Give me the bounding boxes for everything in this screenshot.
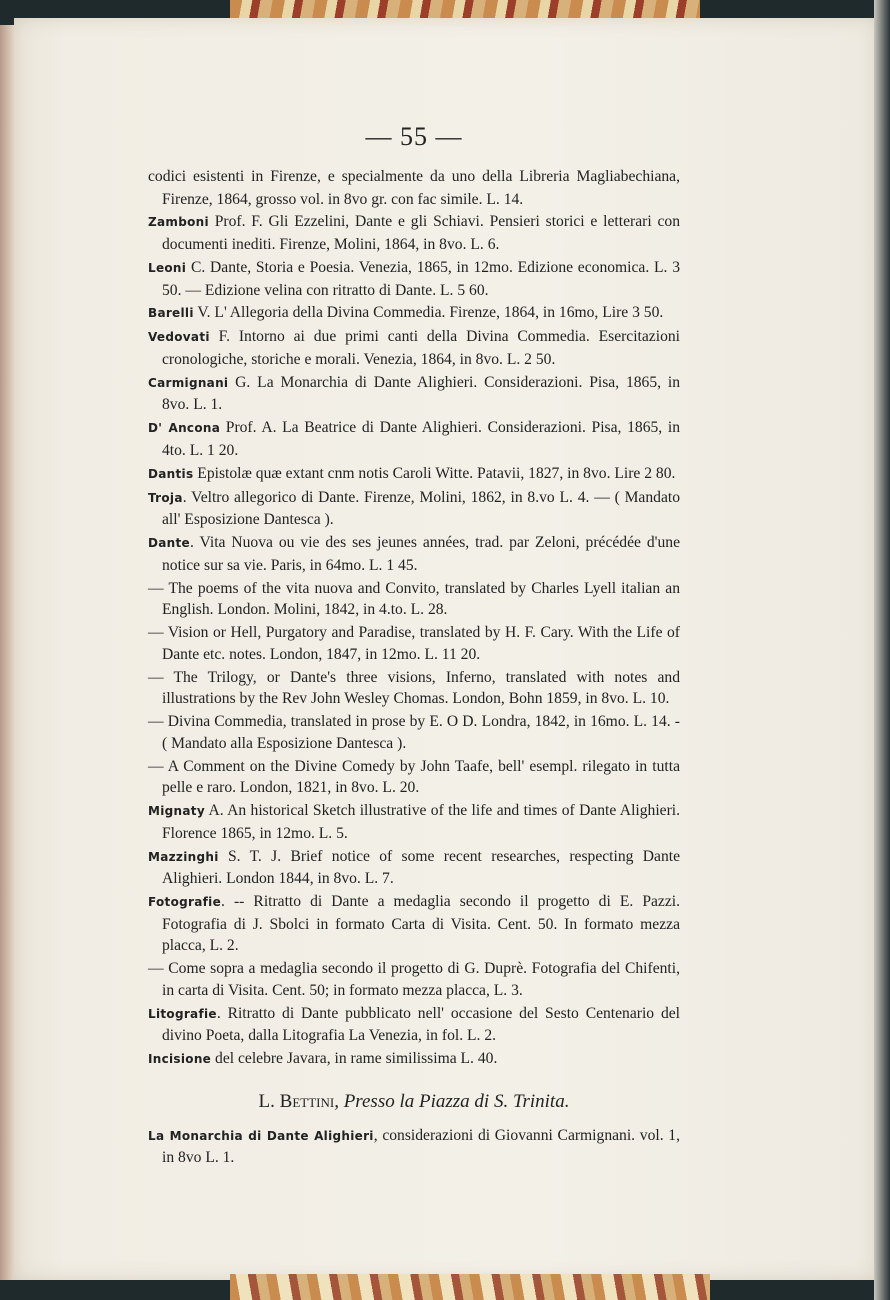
entry-text: S. T. J. Brief notice of some recent researches, respecting Dante Alighieri. London 1844, in 8vo. L. 7. (162, 847, 680, 888)
catalogue-entry (148, 1003, 680, 1047)
catalogue-entry (148, 372, 680, 416)
catalogue-entry (148, 756, 680, 799)
entry-heading: — (148, 713, 164, 731)
catalogue-entries (148, 166, 680, 1071)
entry-heading: Troja (148, 490, 183, 505)
catalogue-entry (148, 958, 680, 1001)
entry-text: Prof. A. La Beatrice di Dante Alighieri. Considerazioni. Pisa, 1865, in 4to. L. 1 20. (162, 419, 680, 459)
entry-heading: Mignaty (148, 804, 205, 819)
entry-heading: Dantis (148, 466, 194, 481)
catalogue-entry (148, 326, 680, 370)
entry-text: F. Intorno ai due primi canti della Divina Commedia. Esercitazioni cronologiche, storiche e morali. Venezia, 1864, in 8vo. L. 2 50. (162, 328, 680, 368)
entry-text: . Ritratto di Dante pubblicato nell' occasione del Sesto Centenario del divino Poeta, dalla Litografia La Venezia, in fol. L. 2. (162, 1004, 680, 1045)
binding-marble-bottom (230, 1274, 710, 1300)
entry-text: . Vita Nuova ou vie des ses jeunes années, trad. par Zeloni, précédée d'une notice sur sa vie. Paris, in 64mo. L. 1 45. (162, 534, 680, 574)
section-publisher: L. Bettini (258, 1090, 335, 1112)
entry-heading: — (148, 579, 164, 597)
catalogue-entry (148, 417, 680, 461)
entry-heading: — (148, 757, 164, 775)
page-text (148, 122, 680, 1170)
entry-text: V. L' Allegoria della Divina Commedia. Firenze, 1864, in 16mo, Lire 3 50. (193, 304, 664, 322)
entry-heading: Mazzinghi (148, 849, 219, 864)
entry-heading: — (148, 960, 164, 978)
catalogue-entry (148, 257, 680, 301)
entry-text: Prof. F. Gli Ezzelini, Dante e gli Schiavi. Pensieri storici e letterari con documenti inediti. Firenze, Molini, 1864, in 8vo. L. 6. (162, 213, 680, 254)
entry-heading: Vedovati (148, 330, 210, 345)
entry-text: Epistolæ quæ extant cnm notis Caroli Witte. Patavii, 1827, in 8vo. Lire 2 80. (193, 464, 676, 482)
catalogue-entry (148, 891, 680, 957)
catalogue-entry (148, 487, 680, 531)
page-number: — 55 — (365, 122, 463, 151)
entry-text: , considerazioni di Giovanni Carmignani. vol. 1, in 8vo L. 1. (162, 1126, 680, 1167)
catalogue-entry (148, 1048, 680, 1071)
catalogue-entry (148, 622, 680, 665)
entry-heading: La Monarchia di Dante Alighieri (148, 1128, 374, 1143)
entry-heading: Barelli (148, 306, 194, 321)
catalogue-entry (148, 463, 680, 486)
entry-heading: Leoni (148, 260, 187, 275)
entry-text: Come sopra a medaglia secondo il progetto di G. Duprè. Fotografia del Chifenti, in carta di Visita. Cent. 50; in formato mezza placca, L. 3. (162, 960, 680, 999)
entry-text: . Veltro allegorico di Dante. Firenze, Molini, 1862, in 8.vo L. 4. — ( Mandato all' Esposizione Dantesca ). (162, 488, 680, 529)
entry-text: del celebre Javara, in rame similissima L. 40. (211, 1050, 498, 1068)
entry-text: Divina Commedia, translated in prose by E. O D. Londra, 1842, in 16mo. L. 14. - ( Mandato alla Esposizione Dantesca ). (162, 713, 680, 752)
catalogue-entry (148, 578, 680, 621)
catalogue-entry (148, 166, 680, 210)
entry-text: The Trilogy, or Dante's three visions, Inferno, translated with notes and illustrations by the Rev John Wesley Chomas. London, Bohn 1859, in 8vo. L. 10. (162, 668, 680, 708)
entry-text: Vision or Hell, Purgatory and Paradise, translated by H. F. Cary. With the Life of Dante etc. notes. London, 1847, in 12mo. L. 11 20. (162, 624, 680, 663)
entry-text: . -- Ritratto di Dante a medaglia secondo il progetto di E. Pazzi. Fotografia di J. Sbolci in formato Carta di Visita. Cent. 50. In formato mezza placca, L. 2. (162, 893, 680, 955)
entry-heading: — (148, 624, 164, 642)
entry-heading: Incisione (148, 1052, 212, 1067)
entry-text: The poems of the vita nuova and Convito, translated by Charles Lyell italian an English. London. Molini, 1842, in 4.to. L. 28. (162, 579, 680, 619)
catalogue-entry (148, 302, 680, 325)
catalogue-entry (148, 800, 680, 844)
catalogue-entry (148, 532, 680, 576)
entry-heading: Dante (148, 536, 190, 551)
catalogue-entry (148, 711, 680, 754)
section-address: , Presso la Piazza di S. Trinita. (334, 1090, 570, 1112)
catalogue-entry (148, 846, 680, 890)
entry-heading: Zamboni (148, 215, 209, 230)
entry-heading: — (148, 668, 164, 686)
entry-heading: Fotografie (148, 895, 222, 910)
entry-text: codici esistenti in Firenze, e specialmente da uno della Libreria Magliabechiana, Firenze, 1864, grosso vol. in 8vo gr. con fac simile. L. 14. (148, 168, 680, 208)
entry-heading: Carmignani (148, 375, 229, 390)
page-edge-shadow (874, 0, 890, 1300)
entry-heading: Litografie (148, 1006, 217, 1021)
section-heading (148, 1091, 680, 1113)
catalogue-entry (148, 667, 680, 710)
entry-text: A Comment on the Divine Comedy by John Taafe, bell' esempl. rilegato in tutta pelle e raro. London, 1821, in 8vo. L. 20. (162, 757, 680, 797)
catalogue-entry (148, 211, 680, 255)
entry-text: G. La Monarchia di Dante Alighieri. Considerazioni. Pisa, 1865, in 8vo. L. 1. (162, 373, 680, 414)
entry-text: A. An historical Sketch illustrative of the life and times of Dante Alighieri. Florence 1865, in 12mo. L. 5. (162, 802, 680, 842)
entry-text: C. Dante, Storia e Poesia. Venezia, 1865, in 12mo. Edizione economica. L. 3 50. — Edizione velina con ritratto di Dante. L. 5 60. (162, 258, 680, 299)
final-entry (148, 1125, 680, 1169)
entry-heading: D' Ancona (148, 421, 221, 436)
